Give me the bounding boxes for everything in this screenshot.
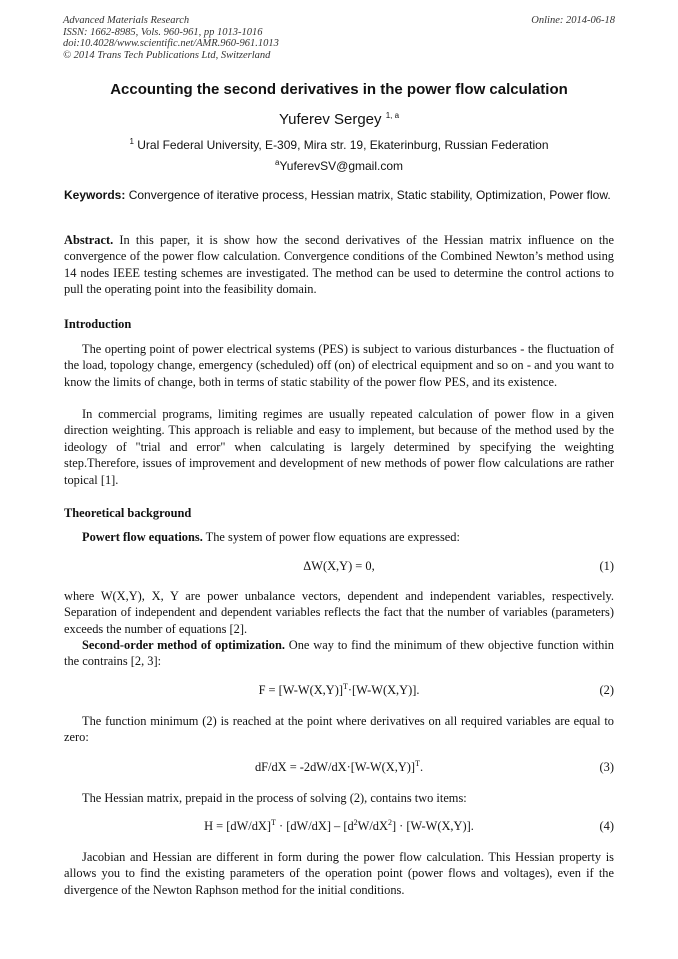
paper-title: Accounting the second derivatives in the power flow calculation [110, 81, 568, 98]
introduction-heading: Introduction [64, 317, 132, 331]
email-line [40, 159, 638, 173]
equation-3-number: (3) [599, 760, 614, 774]
journal-header [63, 15, 279, 61]
affiliation-text: Ural Federal University, E-309, Mira str. 19, Ekaterinburg, Russian Federation [137, 138, 549, 152]
keywords [64, 187, 614, 203]
theory-paragraph-3 [64, 637, 614, 670]
equation-4-part-b: · [dW/dX] – [d [275, 819, 354, 833]
intro-paragraph-2: In commercial programs, limiting regimes are usually repeated calculation of power flow in a given direction weighting. This approach is reliable and easy to implement, but because of the method used by the ideology of "trial and error" when calculating is largely determined by specifying the weighting step.Therefore, issues of improvement and development of new methods of power flow calculations are rather topical [1]. [64, 407, 614, 487]
second-order-label: Second-order method of optimization. [82, 638, 285, 652]
equation-2-part-b: ·[W-W(X,Y)]. [347, 683, 420, 697]
equation-2-number: (2) [599, 683, 614, 697]
equation-3-body [64, 760, 614, 775]
author-name: Yuferev Sergey [278, 111, 382, 128]
equation-2-body [64, 683, 614, 698]
equation-2-sup: T [342, 681, 348, 691]
keywords-text: Convergence of iterative process, Hessian matrix, Static stability, Optimization, Power flow. [125, 188, 611, 202]
affiliation-sup: 1 [129, 137, 134, 146]
equation-4 [64, 819, 614, 835]
equation-1-number: (1) [599, 559, 614, 573]
author-line [40, 111, 638, 128]
theory-paragraph-5: The Hessian matrix, prepaid in the process of solving (2), contains two items: [82, 791, 467, 805]
equation-2-part-a: F = [W-W(X,Y)] [258, 683, 343, 697]
theory-heading: Theoretical background [64, 506, 192, 520]
equation-3-sup: T [415, 758, 420, 768]
author-sup: 1, a [385, 111, 400, 120]
equation-4-part-d: ] · [W-W(X,Y)]. [391, 819, 474, 833]
equation-4-part-a: H = [dW/dX] [204, 819, 272, 833]
equation-4-sup-2: 2 [353, 817, 358, 827]
equation-4-part-c: W/dX [357, 819, 388, 833]
doi-line: doi:10.4028/www.scientific.net/AMR.960-961.1013 [63, 38, 279, 50]
equation-4-number: (4) [599, 819, 614, 833]
equation-3-part-b: . [419, 760, 424, 774]
abstract [64, 232, 614, 298]
theory-p1-text: The system of power flow equations are expressed: [202, 530, 460, 544]
copyright-line: © 2014 Trans Tech Publications Ltd, Switzerland [63, 49, 271, 61]
keywords-label: Keywords: [64, 188, 126, 202]
online-date: Online: 2014-06-18 [531, 15, 615, 26]
equation-4-body [64, 819, 614, 834]
power-flow-label: Powert flow equations. [82, 530, 203, 544]
equation-3-part-a: dF/dX = -2dW/dX·[W-W(X,Y)] [254, 760, 416, 774]
theory-paragraph-4: The function minimum (2) is reached at the point where derivatives on all required variables are equal to zero: [64, 714, 614, 745]
theory-paragraph-1 [64, 529, 614, 545]
theory-p3-text: One way to find the minimum of thew objective function within the contrains [2, 3]: [64, 638, 615, 669]
email-sup: a [274, 158, 280, 167]
abstract-text: In this paper, it is show how the second derivatives of the Hessian matrix influence on the convergence of the power flow calculation. Convergence conditions of the Combined Newton’s method using 14 nodes IEEE testing schemes are investigated. The method can be used to determine the control actions to pull the operating point into the feasibility domain. [64, 233, 614, 297]
equation-4-sup-1: T [271, 817, 276, 827]
email-address[interactable]: YuferevSV@gmail.com [279, 159, 403, 173]
journal-name: Advanced Materials Research [63, 15, 190, 26]
equation-1-body: ΔW(X,Y) = 0, [303, 559, 375, 573]
abstract-label: Abstract. [64, 233, 114, 247]
affiliation [40, 138, 638, 152]
theory-paragraph-2: where W(X,Y), X, Y are power unbalance vectors, dependent and independent variables, respectively. Separation of independent and dependent variables reflects the fact that the number of variables (parameters) exceeds the number of equations [2]. [64, 589, 614, 636]
intro-paragraph-1: The operting point of power electrical systems (PES) is subject to various disturbances - the fluctuation of the load, topology change, emergency (scheduled) off (on) of electrical equipment and so on - and you want to know the limits of change, both in terms of static stability of the power flow PES, and its existence. [64, 342, 614, 389]
equation-2 [64, 683, 614, 699]
theory-paragraph-6: Jacobian and Hessian are different in form during the power flow calculation. This Hessian property is allows you to find the existing parameters of the operation point (power flows and voltages), even if the divergence of the Newton Raphson method for the initial conditions. [64, 850, 614, 897]
equation-1 [64, 559, 614, 575]
equation-3 [64, 760, 614, 776]
issn-line: ISSN: 1662-8985, Vols. 960-961, pp 1013-1016 [63, 26, 263, 38]
equation-4-sup-3: 2 [387, 817, 392, 827]
